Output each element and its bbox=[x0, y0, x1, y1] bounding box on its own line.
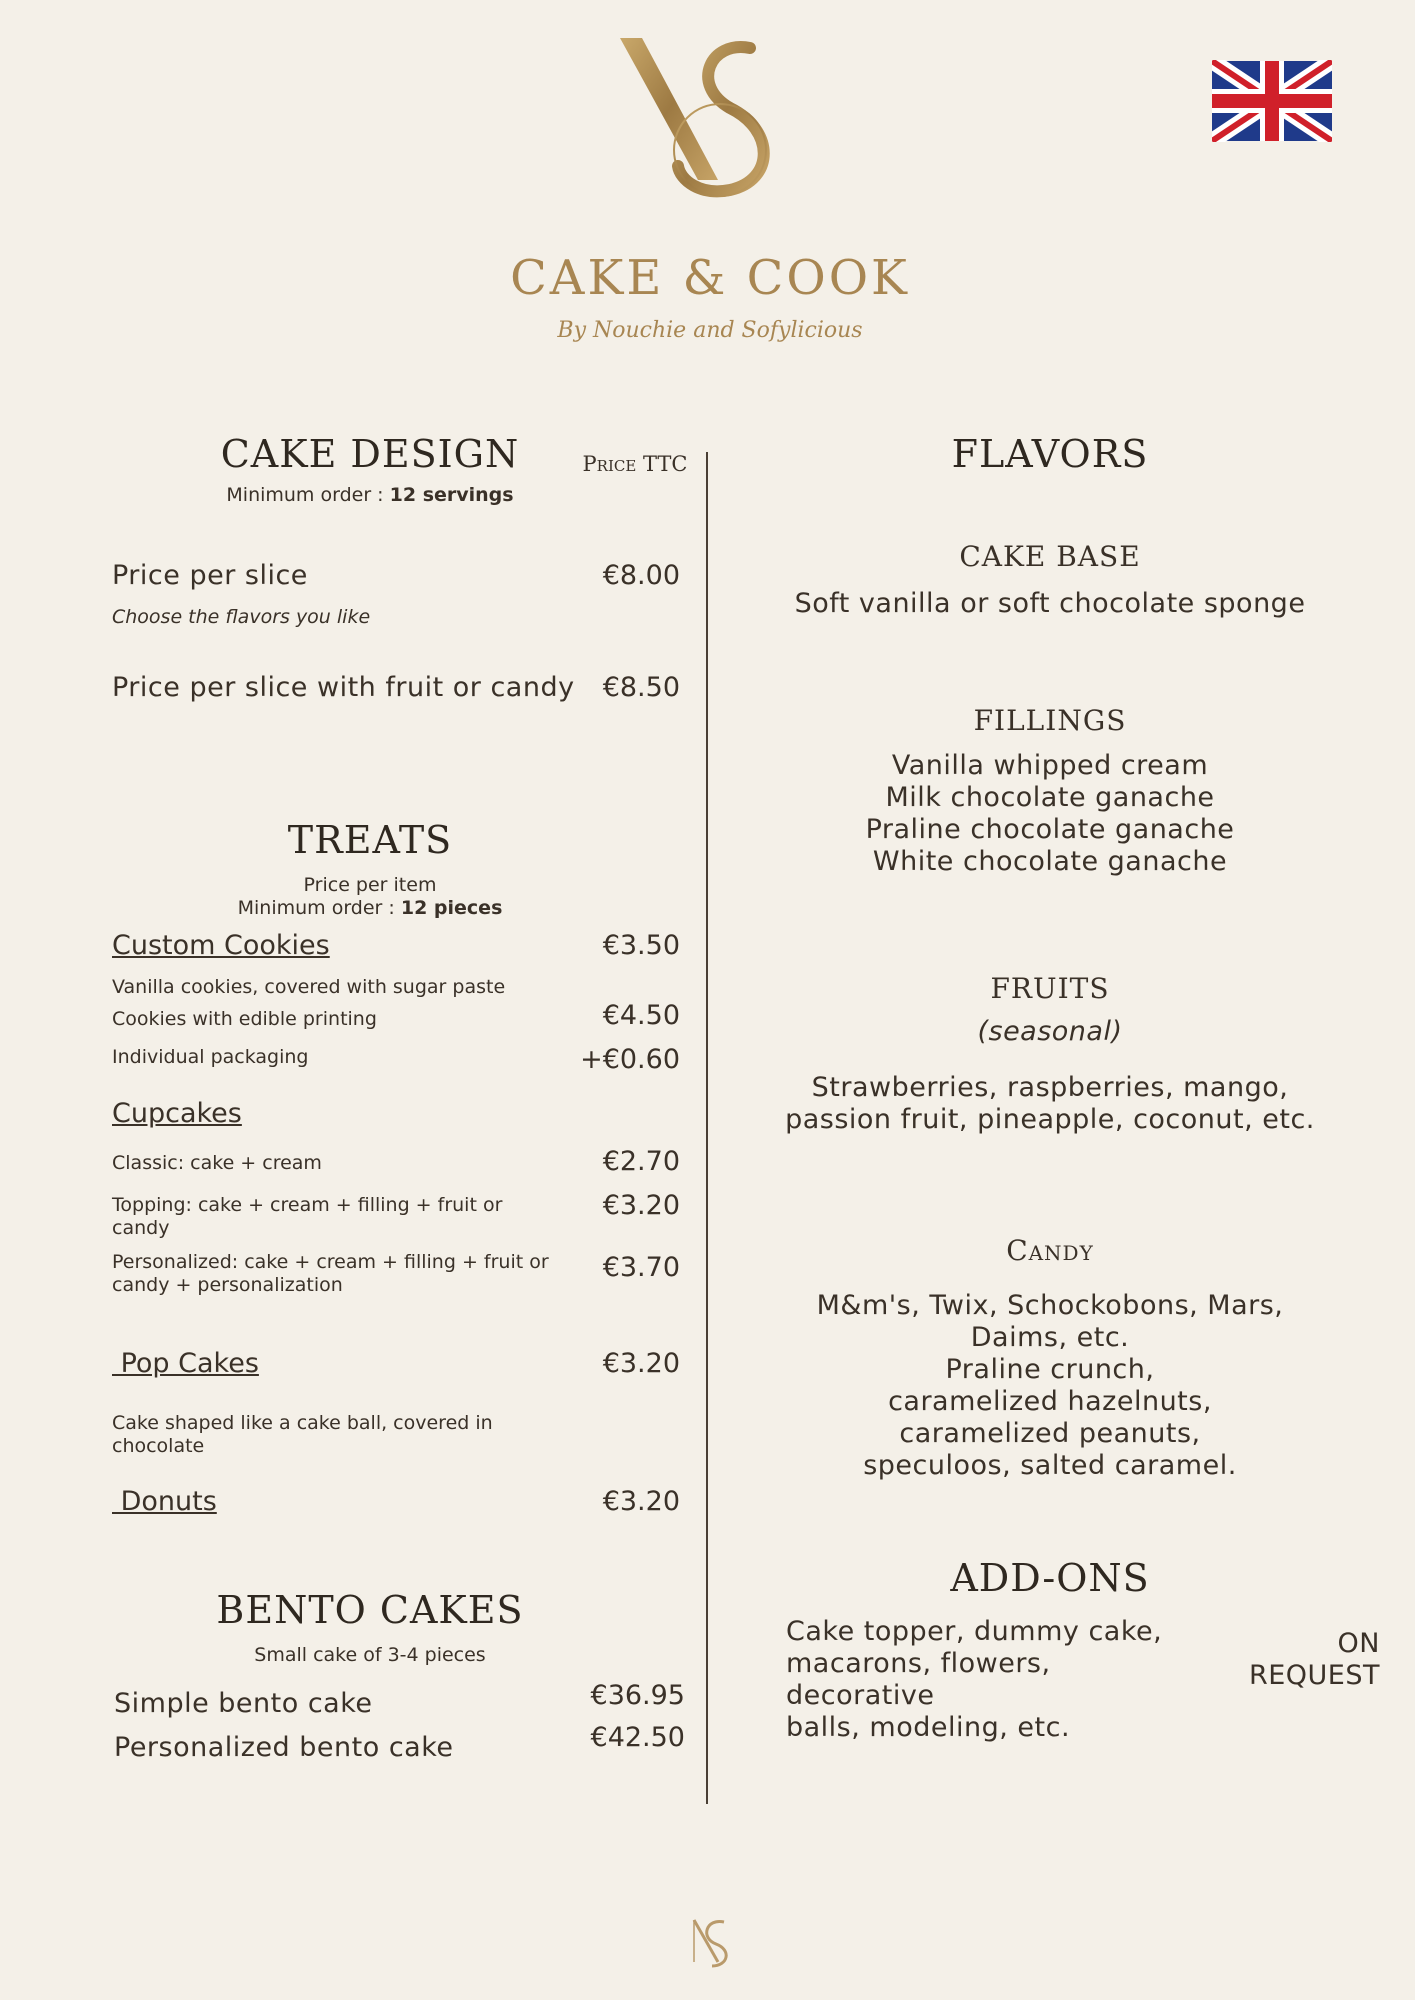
simple-bento-label: Simple bento cake bbox=[114, 1688, 373, 1719]
pop-cakes-desc: Cake shaped like a cake ball, covered in chocolate bbox=[112, 1412, 493, 1457]
addons-line: Cake topper, dummy cake, bbox=[786, 1616, 1163, 1647]
cake-base-text: Soft vanilla or soft chocolate sponge bbox=[794, 588, 1306, 619]
fruits-title: FRUITS bbox=[990, 972, 1110, 1005]
personalized-bento-label: Personalized bento cake bbox=[114, 1732, 454, 1763]
candy-line: M&m's, Twix, Schockobons, Mars, bbox=[816, 1290, 1284, 1321]
brand-subtitle: By Nouchie and Sofylicious bbox=[557, 318, 863, 343]
addons-line: macarons, flowers, decorative bbox=[786, 1648, 1051, 1711]
treats-title: TREATS bbox=[287, 818, 453, 862]
pop-cakes-label: Pop Cakes bbox=[112, 1348, 259, 1379]
cupcakes-topping-price: €3.20 bbox=[602, 1190, 680, 1221]
donuts-price: €3.20 bbox=[602, 1486, 680, 1517]
cookies-line-printing: Cookies with edible printing bbox=[112, 1008, 377, 1030]
ns-monogram-logo bbox=[600, 30, 820, 210]
addons-line: balls, modeling, etc. bbox=[786, 1712, 1071, 1743]
cupcakes-line-classic: Classic: cake + cream bbox=[112, 1152, 322, 1174]
cupcakes-line-topping: Topping: cake + cream + filling + fruit or candy bbox=[112, 1194, 503, 1239]
cookies-packaging-price: +€0.60 bbox=[580, 1044, 680, 1075]
price-per-slice-note: Choose the flavors you like bbox=[112, 606, 371, 628]
uk-flag-icon[interactable] bbox=[1212, 60, 1332, 142]
pop-cakes-price: €3.20 bbox=[602, 1348, 680, 1379]
cupcakes-personalized-price: €3.70 bbox=[602, 1252, 680, 1283]
price-per-slice-price: €8.00 bbox=[602, 560, 680, 591]
filling-item: White chocolate ganache bbox=[872, 846, 1228, 877]
cookies-line-packaging: Individual packaging bbox=[112, 1046, 309, 1068]
brand-name: CAKE & COOK bbox=[510, 250, 910, 306]
fruits-note: (seasonal) bbox=[977, 1016, 1123, 1047]
price-per-slice-fruit-label: Price per slice with fruit or candy bbox=[112, 672, 575, 703]
on-request-label: ON REQUEST bbox=[1248, 1628, 1380, 1691]
simple-bento-price: €36.95 bbox=[590, 1680, 685, 1711]
price-per-slice-label: Price per slice bbox=[112, 560, 308, 591]
custom-cookies-price: €3.50 bbox=[602, 930, 680, 961]
price-ttc-header: Price TTC bbox=[582, 452, 688, 476]
column-divider bbox=[706, 452, 708, 1804]
fillings-list bbox=[800, 750, 1300, 878]
candy-line: speculoos, salted caramel. bbox=[863, 1450, 1237, 1481]
candy-line: caramelized hazelnuts, bbox=[888, 1386, 1212, 1417]
cake-design-min-order: Minimum order : 12 servings bbox=[226, 484, 514, 506]
donuts-label: Donuts bbox=[112, 1486, 217, 1517]
addons-title: ADD-ONS bbox=[950, 1556, 1150, 1600]
cupcakes-classic-price: €2.70 bbox=[602, 1146, 680, 1177]
addons-list bbox=[786, 1616, 1206, 1744]
personalized-bento-price: €42.50 bbox=[590, 1722, 685, 1753]
cookies-printing-price: €4.50 bbox=[602, 1000, 680, 1031]
fruits-line: Strawberries, raspberries, mango, bbox=[811, 1072, 1289, 1103]
filling-item: Milk chocolate ganache bbox=[885, 782, 1215, 813]
candy-line: Praline crunch, bbox=[945, 1354, 1155, 1385]
custom-cookies-label: Custom Cookies bbox=[112, 930, 330, 961]
cupcakes-line-personalized: Personalized: cake + cream + filling + fruit or candy + personalization bbox=[112, 1251, 549, 1296]
price-per-slice-fruit-price: €8.50 bbox=[602, 672, 680, 703]
bento-title: BENTO CAKES bbox=[216, 1588, 524, 1632]
fillings-title: FILLINGS bbox=[973, 704, 1127, 737]
cookies-line-vanilla: Vanilla cookies, covered with sugar paste bbox=[112, 976, 506, 998]
candy-list bbox=[780, 1290, 1320, 1482]
candy-line: caramelized peanuts, bbox=[899, 1418, 1201, 1449]
candy-line: Daims, etc. bbox=[970, 1322, 1130, 1353]
candy-title: Candy bbox=[1006, 1234, 1094, 1267]
treats-per-item: Price per item bbox=[303, 874, 437, 896]
cake-base-title: CAKE BASE bbox=[959, 540, 1141, 573]
fruits-line: passion fruit, pineapple, coconut, etc. bbox=[785, 1104, 1315, 1135]
flavors-title: FLAVORS bbox=[951, 432, 1149, 476]
cupcakes-label: Cupcakes bbox=[112, 1098, 242, 1129]
filling-item: Praline chocolate ganache bbox=[865, 814, 1235, 845]
filling-item: Vanilla whipped cream bbox=[891, 750, 1209, 781]
footer-seal-logo bbox=[642, 1890, 774, 1990]
treats-min-order: Minimum order : 12 pieces bbox=[237, 897, 503, 919]
fruits-list bbox=[780, 1072, 1320, 1136]
bento-sub: Small cake of 3-4 pieces bbox=[254, 1644, 486, 1666]
cake-design-title: CAKE DESIGN bbox=[220, 432, 520, 476]
